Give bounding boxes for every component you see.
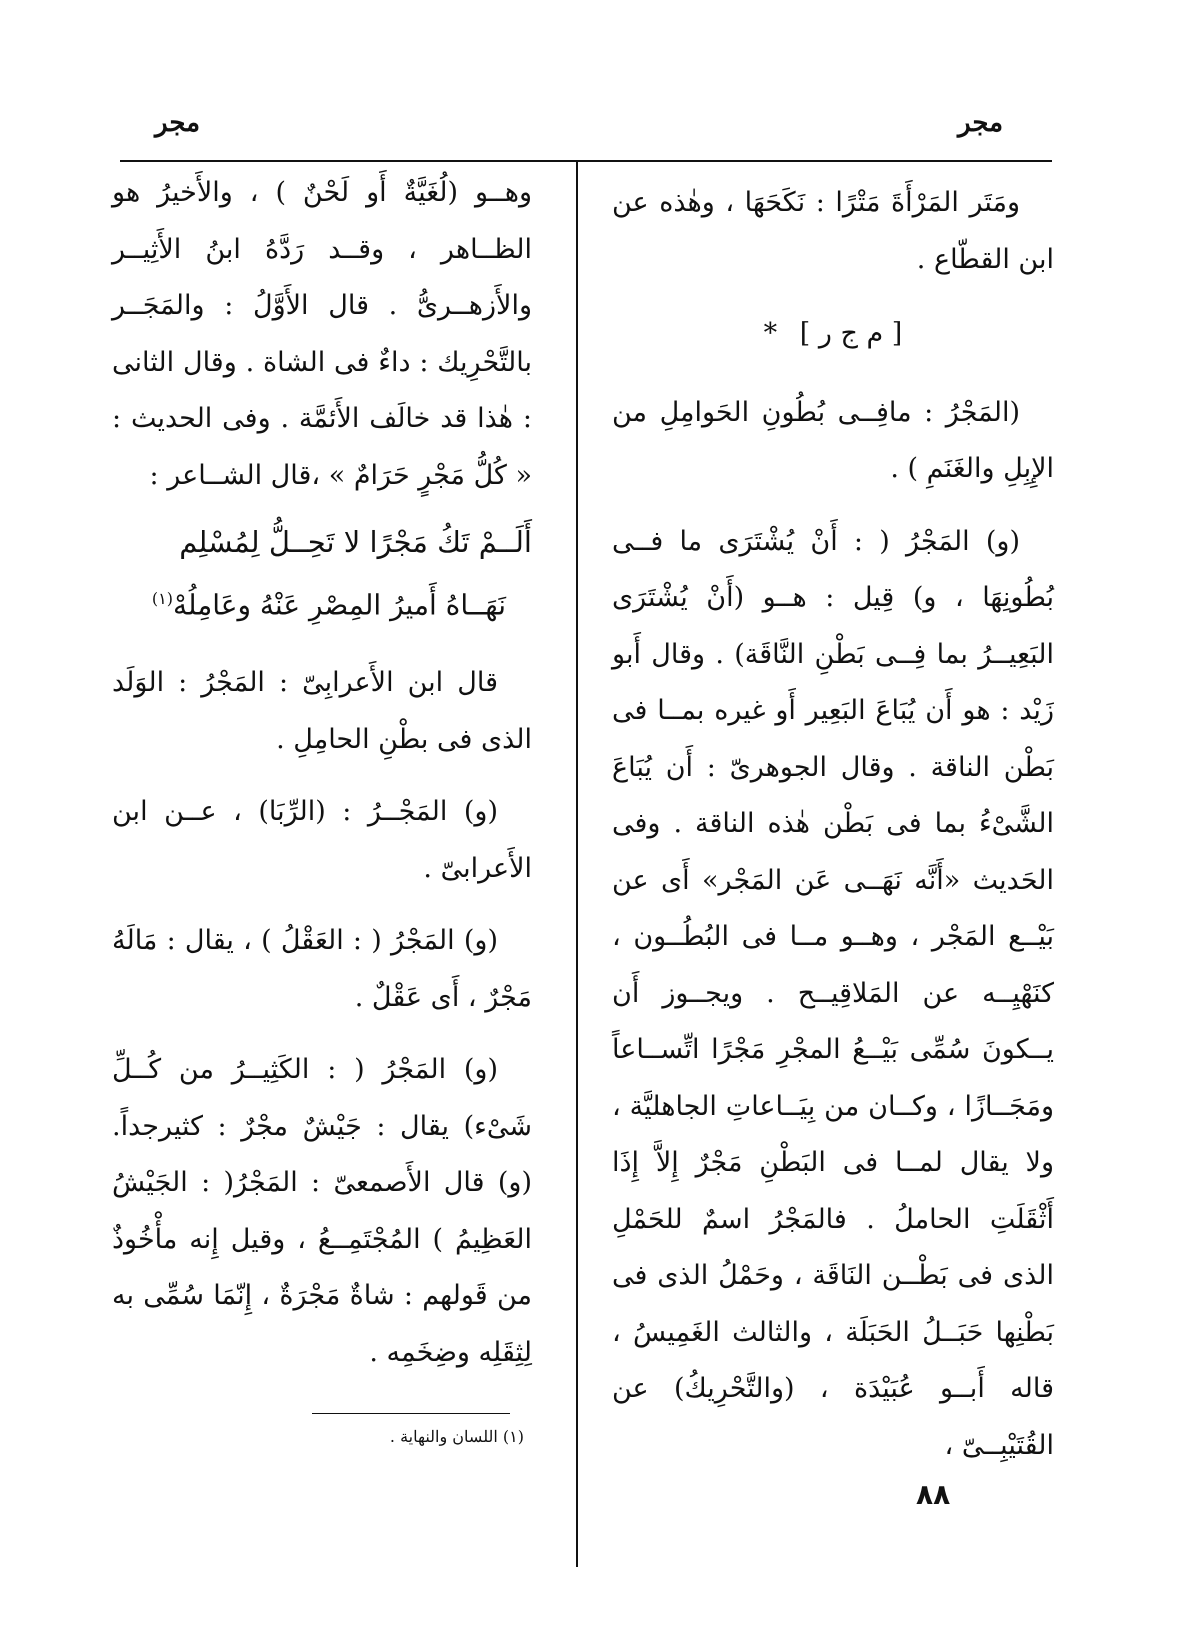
entry-star: * xyxy=(763,318,778,349)
poem-line-2-text: نَهَــاهُ أَميرُ المِصْرِ عَنْهُ وعَامِلُهْ xyxy=(172,587,506,621)
left-column xyxy=(112,165,532,1381)
left-paragraph-1: وهــو (لُغَيَّةٌ أَو لَحْنٌ ) ، والأَخيرُ هو الظــاهر ، وقــد رَدَّهُ ابنُ الأَثِيــر والأَزهــرىُّ . قال الأَوَّلُ : والمَجَــر بالتَّحْرِيك : داءٌ فى الشاة . وقال الثانى : هٰذا قد خالَف الأَئمَّة . وفى الحديث : « كُلُّ مَجْرٍ حَرَامٌ » ،قال الشــاعر : xyxy=(112,177,532,491)
footnote: (١) اللسان والنهاية . xyxy=(389,1427,524,1446)
header-rule xyxy=(120,160,1052,162)
poem-line-2 xyxy=(112,571,532,634)
right-paragraph-2: (المَجْرُ : مافِــى بُطُونِ الحَوامِلِ من الإِبِلِ والغَنَمِ ) . xyxy=(612,396,1054,484)
entry-root: [ م ج ر ] xyxy=(799,318,903,349)
footnote-rule xyxy=(312,1413,510,1414)
running-head-left: مجر xyxy=(155,108,201,138)
page-number: ٨٨ xyxy=(916,1478,951,1511)
left-paragraph-4: (و) المَجْرُ ( : العَقْلُ ) ، يقال : مَالَهُ مَجْرٌ ، أَى عَقْلٌ . xyxy=(112,925,532,1013)
footnote-marker: (١) xyxy=(151,588,173,608)
poem-block xyxy=(112,514,532,633)
running-head-right: مجر xyxy=(958,108,1004,138)
right-paragraph-3: (و) المَجْرُ ( : أَنْ يُشْتَرَى ما فــى بُطُونِهَا ، و) قِيل : هــو (أَنْ يُشْتَرَى البَعِيــرُ بما فِــى بَطْنِ النَّاقَة) . وقال أَبو زَيْد : هو أَن يُبَاعَ البَعِير أَو غيره بمــا فى بَطْن الناقة . وقال الجوهرىّ : أَن يُبَاعَ الشَّىْءُ بما فى بَطْن هٰذه الناقة . وفى الحَديث «أَنَّه نَهَــى عَن المَجْر» أَى عن بَيْــع المَجْر ، وهــو مــا فى البُطُــون ، كنَهْيِــه عن المَلاقِيــح . ويجــوز أَن يــكونَ سُمِّى بَيْــعُ المجْرِ مَجْرًا اتِّســاعاً ومَجَــازًا ، وكــان من بِيَــاعاتِ الجاهليَّة ، ولا يقال لمــا فى البَطْنِ مَجْرٌ إِلاَّ إِذَا أَثْقَلَتِ الحاملُ . فالمَجْرُ اسمٌ للحَمْلِ الذى فى بَطْــن النَاقَة ، وحَمْلُ الذى فى بَطْنِها حَبَــلُ الحَبَلَة ، والثالث الغَمِيسُ ، قاله أَبــو عُبَيْدَة ، (والتَّحْرِيكُ) عن القُتَيْبِــىّ ، xyxy=(612,525,1054,1461)
column-divider xyxy=(576,162,578,1567)
poem-line-1: أَلَــمْ تَكُ مَجْرًا لا تَحِــلُّ لِمُسْلِم xyxy=(179,525,532,559)
left-paragraph-2: قال ابن الأَعرابِىّ : المَجْرُ : الوَلَد الذى فى بطْنِ الحامِلِ . xyxy=(112,667,532,755)
entry-heading xyxy=(612,306,1054,363)
right-paragraph-1: ومَتَر المَرْأَةَ مَتْرًا : نَكَحَهَا ، وهٰذه عن ابن القطّاع . xyxy=(612,187,1054,275)
right-column xyxy=(612,175,1054,1474)
left-paragraph-5: (و) المَجْرُ ( : الكَثِيــرُ من كُــلِّ شَىْء) يقال : جَيْشٌ مجْرٌ : كثيرجداً. (و) قال الأَصمعىّ : المَجْرُ( : الجَيْشُ العَظِيمُ ) المُجْتَمِــعُ ، وقيل إِنه مأْخُوذٌ من قَولهم : شاةٌ مَجْرَةٌ ، إِنّمَا سُمِّى به لِثِقَلِه وضِخَمِه . xyxy=(112,1054,532,1368)
left-paragraph-3: (و) المَجْــرُ : (الرِّبَا) ، عــن ابن الأَعرابىّ . xyxy=(112,796,532,884)
